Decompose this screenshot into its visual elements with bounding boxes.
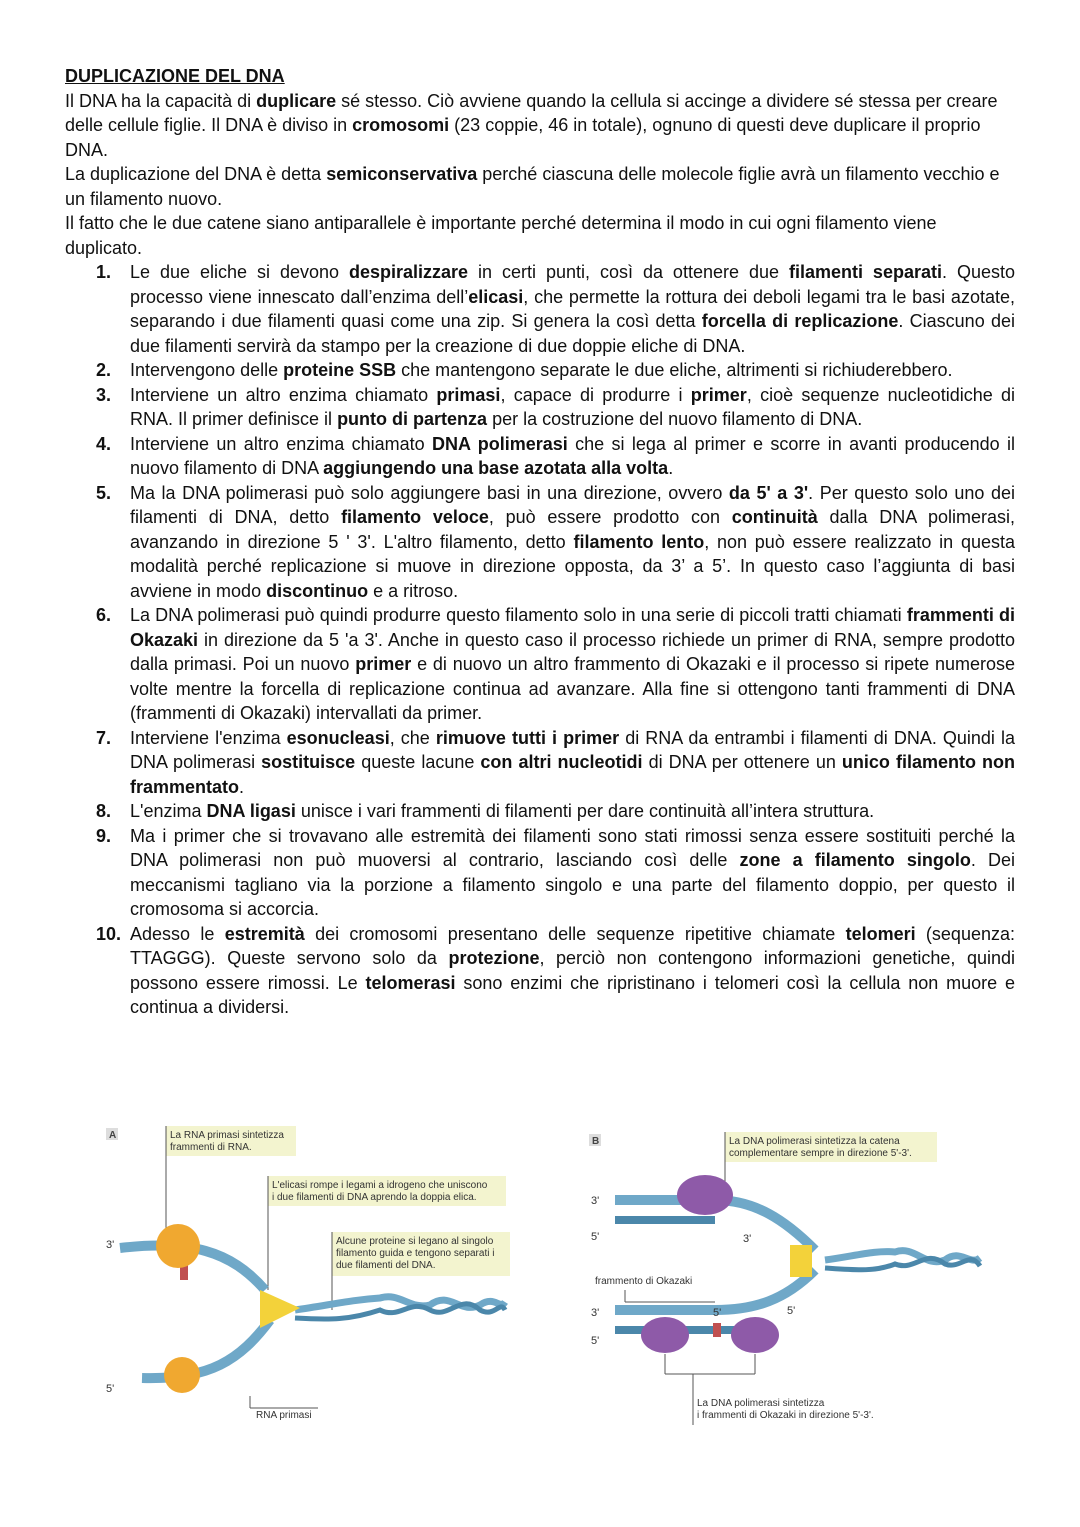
text-run: L'enzima (130, 801, 207, 821)
text-run: , non può essere realizzato in questa modalità perché replicazione si muove in direzione opposta, da 3’ a 5’. In questo caso l’aggiunta di basi avviene in modo (130, 531, 1016, 601)
step-number: 9. (96, 825, 112, 846)
bold-term: filamento lento (573, 531, 705, 552)
bold-term: unico filamento non frammentato (130, 752, 1016, 797)
label-ssb-line2: filamento guida e tengono separati i (336, 1248, 495, 1259)
figures (100, 1120, 1020, 1440)
text-run: Interviene un altro enzima chiamato (130, 384, 437, 405)
text-run: , perciò non contengono informazioni genetiche, quindi possono essere rimossi. Le (130, 948, 1015, 993)
step-number: 2. (96, 360, 112, 380)
step-item (96, 799, 1015, 824)
bold-term: aggiungendo una base azotata alla volta (323, 458, 669, 478)
text-run: La DNA polimerasi può quindi produrre questo filamento solo in una serie di piccoli tratti chiamati (130, 605, 907, 625)
step-number: 1. (96, 262, 112, 282)
figure-a-tag: A (109, 1130, 117, 1141)
text-run: in direzione da 5 'a 3'. Anche in questo caso il processo richiede un primer di RNA, sempre prodotto dalla primasi. Poi un nuovo (130, 629, 1015, 674)
bold-term: continuità (731, 507, 818, 527)
text-run: . Questo processo viene innescato dall’enzima dell’ (130, 262, 1015, 307)
primasi-enzyme-top (156, 1224, 200, 1268)
text-run: , cioè sequenze nucleotidiche di RNA. Il primer definisce il (130, 384, 1015, 429)
bold-term: rimuove tutti i primer (435, 727, 620, 748)
label-elicasi-line2: i due filamenti di DNA aprendo la doppia elica. (272, 1192, 477, 1203)
text-run: che mantengono separate le due eliche, altrimenti si richiuderebbero. (396, 360, 953, 380)
bold-term: punto di partenza (337, 409, 488, 429)
step-item (96, 481, 1016, 604)
bold-term: telomeri (845, 923, 916, 944)
text-run: dei cromosomi presentano delle sequenze ripetitive chiamate (304, 923, 846, 944)
figure-b-end-3: 3' (591, 1195, 600, 1207)
bold-term: proteine SSB (283, 360, 397, 380)
text-run: (23 coppie, 46 in totale), ognuno di questi deve duplicare il proprio DNA. (65, 115, 981, 160)
label-okazaki: frammento di Okazaki (595, 1276, 693, 1287)
page-title: DUPLICAZIONE DEL DNA (65, 66, 285, 86)
figure-a-end-3: 3' (106, 1239, 115, 1251)
text-run: Interviene un altro enzima chiamato (130, 433, 432, 454)
step-number: 3. (96, 384, 112, 405)
label-polimerasi-line1: La DNA polimerasi sintetizza la catena (729, 1136, 900, 1147)
step-item (96, 922, 1015, 1020)
text-run: dalla DNA polimerasi, avanzando in direzione 5 ' 3'. L'altro filamento, detto (130, 507, 1016, 552)
bold-term: da 5' a 3' (728, 482, 809, 503)
text-run: . (239, 776, 245, 797)
label-bottom-b-line1: La DNA polimerasi sintetizza (697, 1398, 825, 1409)
text-run: sono enzimi che ripristinano i telomeri così la cellula non muore e continua a dividersi. (130, 972, 1015, 1017)
polimerasi-enzyme-top (677, 1175, 733, 1215)
text-run: Interviene l'enzima (130, 727, 287, 748)
bold-term: discontinuo (266, 580, 369, 601)
label-ssb-line3: due filamenti del DNA. (336, 1260, 436, 1271)
figure-b-mark-5a: 5' (713, 1307, 722, 1319)
bold-term: protezione (448, 948, 540, 968)
text-run: (sequenza: TTAGGG). Queste servono solo da (130, 923, 1015, 968)
text-run: di RNA da entrambi i filamenti di DNA. Quindi la DNA polimerasi (130, 727, 1016, 772)
helix-b (825, 1251, 980, 1270)
step-number: 7. (96, 727, 112, 748)
text-run: Adesso le (130, 923, 225, 944)
text-run: di DNA per ottenere un (642, 752, 842, 772)
figure-b-end-5-lower: 5' (591, 1335, 600, 1347)
label-ssb-line1: Alcune proteine si legano al singolo (336, 1236, 494, 1247)
step-item (96, 824, 1016, 922)
text-run: . (668, 458, 674, 478)
intro-paragraph (65, 162, 1015, 211)
bold-term: sostituisce (261, 752, 356, 772)
text-run: , che (389, 727, 436, 748)
bold-term: telomerasi (365, 972, 456, 993)
primer-b-lagging (713, 1323, 721, 1337)
bold-term: duplicare (256, 90, 337, 111)
intro-paragraph (65, 89, 1015, 163)
text-run: , può essere prodotto con (488, 507, 732, 527)
text-run: per la costruzione del nuovo filamento di DNA. (487, 409, 863, 429)
text-run: sé stesso. Ciò avviene quando la cellula si accinge a dividere sé stessa per creare delle cellule figlie. Il DNA è diviso in (65, 90, 998, 135)
bold-term: con altri nucleotidi (480, 752, 643, 772)
figure-a-end-5: 5' (106, 1383, 115, 1395)
label-rna-primasi: RNA primasi (256, 1410, 312, 1421)
label-primasi-line1: La RNA primasi sintetizza (170, 1130, 284, 1141)
text-run: Intervengono delle (130, 360, 284, 380)
bold-term: frammenti di Okazaki (130, 605, 1015, 650)
bold-term: esonucleasi (286, 727, 390, 748)
step-item (96, 383, 1015, 432)
polimerasi-enzyme-lagging-2 (731, 1317, 779, 1353)
elicasi-enzyme-b (790, 1245, 812, 1277)
text-run: e a ritroso. (368, 580, 459, 601)
intro-section (65, 89, 1015, 261)
step-number: 8. (96, 801, 112, 821)
bold-term: estremità (224, 923, 305, 944)
bold-term: filamento veloce (341, 507, 489, 527)
bold-term: primasi (436, 384, 501, 405)
polimerasi-enzyme-lagging-1 (641, 1317, 689, 1353)
strand-bottom-a (142, 1320, 270, 1378)
bold-term: DNA ligasi (206, 801, 296, 821)
bold-term: zone a filamento singolo (739, 850, 971, 870)
label-bottom-b-line2: i frammenti di Okazaki in direzione 5'-3'. (697, 1410, 874, 1421)
step-item (96, 432, 1015, 481)
figure-b-end-3-lower: 3' (591, 1307, 600, 1319)
elicasi-enzyme (260, 1290, 300, 1328)
text-run: Le due eliche si devono (130, 262, 349, 282)
text-run: Ma i primer che si trovavano alle estremità dei filamenti sono stati rimossi senza essere sostituiti perché la DNA polimerasi non può muoversi al contrario, lasciando così delle (130, 825, 1015, 870)
bold-term: elicasi (468, 286, 524, 307)
bold-term: primer (355, 654, 412, 674)
helix-a (295, 1297, 505, 1319)
text-run: , capace di produrre i (500, 384, 691, 405)
step-item (96, 603, 1015, 726)
text-run: Il fatto che le due catene siano antiparallele è importante perché determina il modo in cui ogni filamento viene duplicato. (65, 213, 937, 258)
text-run: Il DNA ha la capacità di (65, 90, 257, 111)
figure-b-tag: B (592, 1136, 600, 1147)
primasi-enzyme-bottom (164, 1357, 200, 1393)
bold-term: semiconservativa (326, 164, 478, 184)
text-run: . Ciascuno dei due filamenti servirà da stampo per la creazione di due doppie eliche di DNA. (130, 311, 1015, 356)
bold-term: forcella di replicazione (701, 311, 899, 331)
steps-list (65, 260, 1015, 1020)
text-run: . Dei meccanismi tagliano via la porzione a filamento singolo e una parte del filamento doppio, per questo il cromosoma si accorcia. (130, 850, 1016, 919)
step-number: 6. (96, 605, 112, 625)
text-run: . Per questo solo uno dei filamenti di DNA, detto (130, 482, 1016, 527)
text-run: , che permette la rottura dei deboli legami tra le basi azotate, separando i due filamenti quasi come una zip. Si genera la così detta (130, 286, 1015, 331)
step-number: 10. (96, 923, 122, 944)
figure-b-mark-3: 3' (743, 1233, 752, 1245)
figure-b (585, 1120, 1015, 1430)
bold-term: filamenti separati (788, 262, 942, 282)
bold-term: cromosomi (352, 115, 450, 135)
bold-term: despiralizzare (348, 262, 469, 282)
figure-a (100, 1120, 530, 1430)
text-run: in certi punti, così da ottenere due (468, 262, 789, 282)
bold-term: DNA polimerasi (432, 433, 568, 454)
step-item (96, 260, 1015, 358)
step-item (96, 358, 1015, 383)
text-run: La duplicazione del DNA è detta (65, 164, 327, 184)
label-elicasi-line1: L'elicasi rompe i legami a idrogeno che uniscono (272, 1180, 488, 1191)
text-run: unisce i vari frammenti di filamenti per dare continuità all’intera struttura. (295, 801, 875, 821)
intro-paragraph (65, 211, 1015, 260)
step-number: 4. (96, 433, 112, 454)
bold-term: primer (690, 384, 747, 405)
step-number: 5. (96, 482, 112, 503)
text-run: perché ciascuna delle molecole figlie avrà un filamento vecchio e un filamento nuovo. (65, 164, 1000, 209)
figure-b-end-5: 5' (591, 1231, 600, 1243)
label-polimerasi-line2: complementare sempre in direzione 5'-3'. (729, 1148, 912, 1159)
document-page (65, 64, 1015, 1020)
text-run: Ma la DNA polimerasi può solo aggiungere basi in una direzione, ovvero (130, 482, 729, 503)
figure-b-mark-5b: 5' (787, 1305, 796, 1317)
text-run: e di nuovo un altro frammento di Okazaki e il processo si ripete numerose volte mentre la forcella di replicazione continua ad avanzare. Alla fine si ottengono tanti frammenti di DNA (frammenti di Okazaki) intervallati da primer. (130, 654, 1015, 723)
step-item (96, 726, 1016, 800)
label-primasi-line2: frammenti di RNA. (170, 1142, 252, 1153)
text-run: queste lacune (355, 752, 481, 772)
text-run: che si lega al primer e scorre in avanti producendo il nuovo filamento di DNA (130, 433, 1015, 478)
